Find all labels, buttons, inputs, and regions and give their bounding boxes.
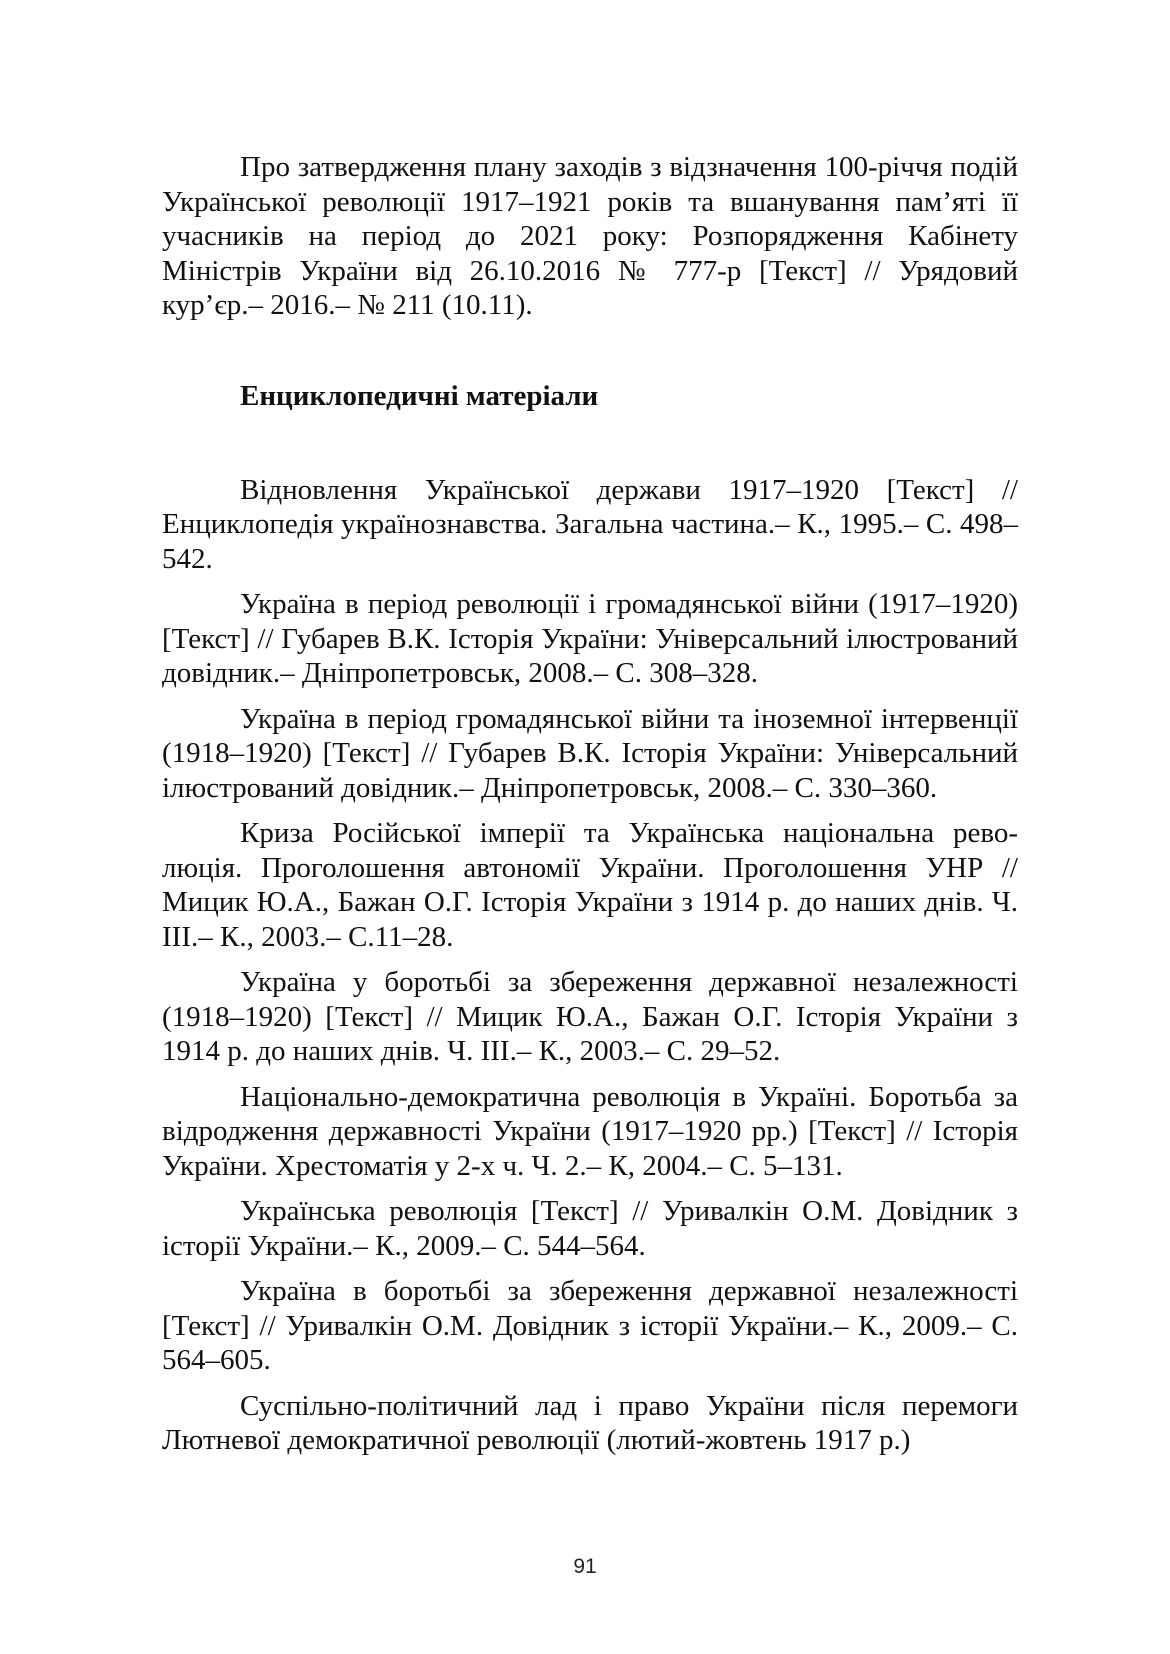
- list-item: Суспільно-політичний лад і право України після перемоги Лютневої демократичної революції (лютий-жовтень 1917 р.): [162, 1389, 1018, 1456]
- list-item: Українська революція [Текст] // Уривалкін О.М. Довідник з історії України.– К., 2009.– С. 544–564.: [162, 1195, 1018, 1262]
- list-item: Відновлення Української держави 1917–1920 [Текст] // Енциклопедія українознавства. Загальна частина.– К., 1995.– С. 498–542.: [162, 473, 1018, 575]
- section-heading: Енциклопедичні матеріали: [240, 379, 599, 412]
- page-number: 91: [573, 1555, 597, 1578]
- entries-list: [162, 473, 1018, 1458]
- list-item: Криза Російської імперії та Українська національна революція. Проголошення автономії України. Проголошення УНР // Мицик Ю.А., Бажан О.Г. Історія України з 1914 р. до наших днів. Ч. ІІІ.– К., 2003.– С.11–28.: [162, 817, 1018, 953]
- document-page: [162, 150, 1018, 1469]
- list-item: Україна в період революції і громадянської війни (1917–1920) [Текст] // Губарев В.К. Історія України: Універсальний ілюстрований довідник.– Дніпропетровськ, 2008.– С. 308–328.: [162, 588, 1018, 689]
- intro-paragraph: Про затвердження плану заходів з відзначення 100-річчя подій Української революції 1917–1921 років та вшанування пам’яті її учасників на період до 2021 року: Розпорядження Кабінету Міністрів України від 26.10.2016 № 777-р [Текст] // Урядовий кур’єр.– 2016.– № 211 (10.11).: [162, 151, 1018, 321]
- list-item: Україна у боротьбі за збереження державної незалежності (1918–1920) [Текст] // Мицик Ю.А., Бажан О.Г. Історія України з 1914 р. до наших днів. Ч. ІІІ.– К., 2003.– С. 29–52.: [162, 966, 1018, 1067]
- list-item: Україна в боротьбі за збереження державної незалежності [Текст] // Уривалкін О.М. Довідник з історії України.– К., 2009.– С. 564–605.: [162, 1275, 1018, 1376]
- list-item: Національно-демократична революція в Україні. Боротьба за відродження державності України (1917–1920 рр.) [Текст] // Історія України. Хрестоматія у 2-х ч. Ч. 2.– К, 2004.– С. 5–131.: [162, 1080, 1018, 1182]
- list-item: Україна в період громадянської війни та іноземної інтервенції (1918–1920) [Текст] // Губарев В.К. Історія України: Універсальний ілюстрований довідник.– Дніпропетровськ, 2008.– С. 330–360.: [162, 702, 1018, 804]
